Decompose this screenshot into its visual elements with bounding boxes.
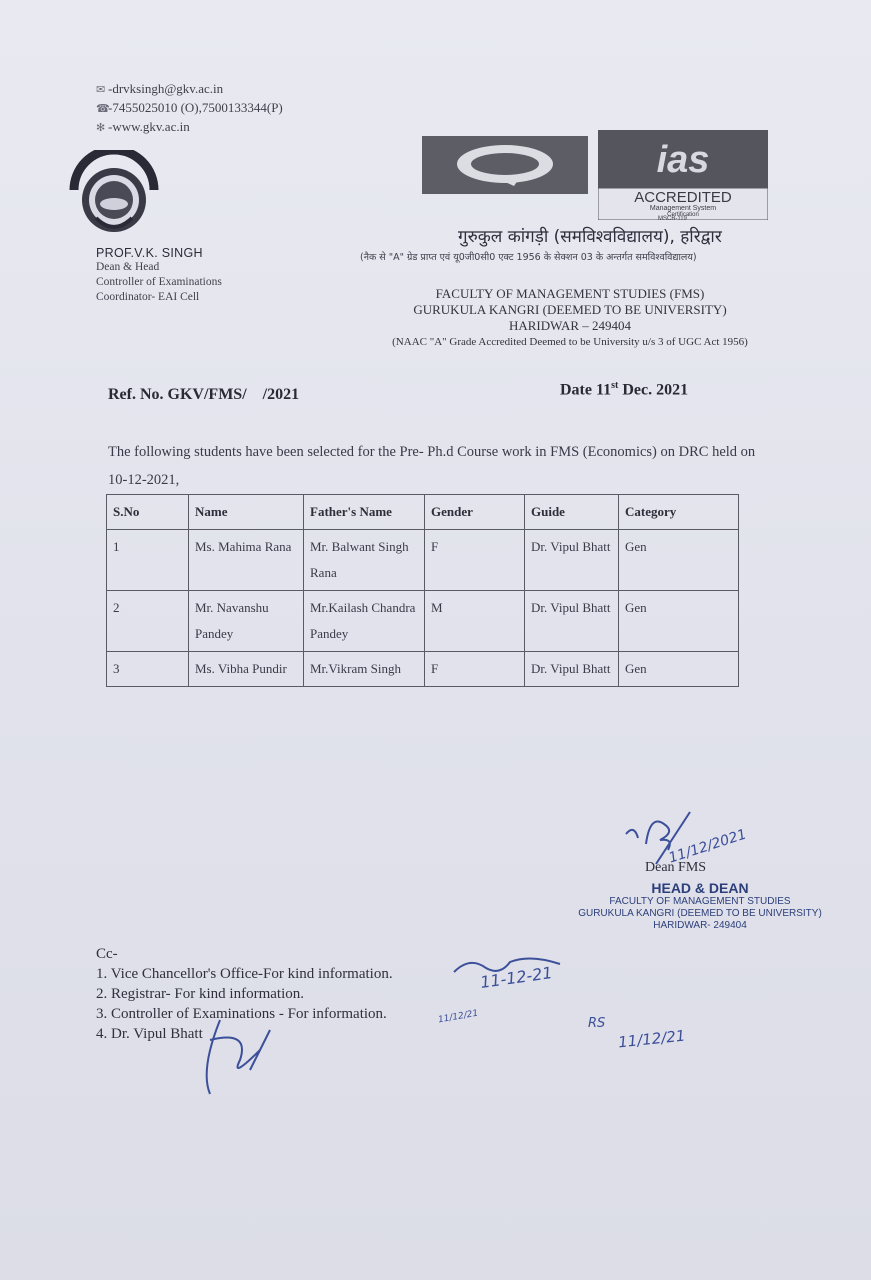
cell-father-name: Mr.Vikram Singh — [304, 652, 425, 687]
signature-date: 11/12/2021 — [666, 826, 749, 867]
contact-phone: -7455025010 (O),7500133344(P) — [108, 100, 283, 115]
date-sup: st — [611, 380, 619, 391]
cc-item: 1. Vice Chancellor's Office-For kind information. — [96, 966, 393, 982]
dean-signature — [616, 804, 766, 868]
sender-name: PROF.V.K. SINGH — [96, 246, 203, 260]
cc-item: 4. Dr. Vipul Bhatt — [96, 1026, 203, 1042]
sender-line2: Controller of Examinations — [96, 276, 222, 288]
cell-guide: Dr. Vipul Bhatt — [525, 652, 619, 687]
cell-gender: M — [425, 591, 525, 652]
table-row — [107, 530, 739, 591]
faculty-line1: FACULTY OF MANAGEMENT STUDIES (FMS) — [435, 286, 705, 301]
university-name-hindi: गुरुकुल कांगड़ी (समविश्वविद्यालय), हरिद्वार — [458, 227, 722, 247]
intro-paragraph: The following students have been selected for the Pre- Ph.d Course work in FMS (Economics) on DRC held on 10-12-2021, — [108, 444, 756, 488]
handwritten-date-3: 11/12/21 — [617, 1026, 687, 1052]
stamp-line3: GURUKULA KANGRI (DEEMED TO BE UNIVERSITY) — [578, 908, 822, 919]
web-icon: ✻ — [96, 122, 106, 134]
header-name: Name — [189, 495, 304, 530]
cell-name: Ms. Mahima Rana — [189, 530, 304, 591]
header-father-name: Father's Name — [304, 495, 425, 530]
cell-father-name: Mr. Balwant Singh Rana — [304, 530, 425, 591]
cell-gender: F — [425, 652, 525, 687]
quality-logo — [422, 136, 588, 194]
stamp-line4: HARIDWAR- 249404 — [653, 920, 747, 931]
faculty-header — [340, 286, 800, 350]
students-table — [106, 494, 739, 687]
reference-number: Ref. No. GKV/FMS/ /2021 — [108, 386, 300, 403]
handwritten-date-1: 11-12-21 — [479, 963, 554, 992]
sender-line3: Coordinator- EAI Cell — [96, 291, 200, 303]
contact-email[interactable]: -drvksingh@gkv.ac.in — [108, 81, 224, 96]
header-sno: S.No — [107, 495, 189, 530]
cell-category: Gen — [619, 591, 739, 652]
ias-sub2: Certification — [667, 212, 699, 218]
cell-sno: 2 — [107, 591, 189, 652]
sender-line1: Dean & Head — [96, 261, 160, 273]
faculty-line3: HARIDWAR – 249404 — [508, 318, 632, 333]
email-icon: ✉ — [96, 84, 106, 96]
university-subtitle-hindi: (नैक से "A" ग्रेड प्राप्त एवं यू0जी0सी0 एक्ट 1956 के सेक्शन 03 के अन्तर्गत समविश्वविद्यालय) — [360, 252, 697, 263]
dean-title: Dean FMS — [645, 860, 707, 875]
cell-father-name: Mr.Kailash Chandra Pandey — [304, 591, 425, 652]
letter-date — [560, 380, 688, 399]
ias-code: MSCB-119 — [658, 216, 687, 222]
faculty-line2: GURUKULA KANGRI (DEEMED TO BE UNIVERSITY) — [413, 302, 727, 317]
cell-category: Gen — [619, 652, 739, 687]
official-stamp — [560, 880, 840, 932]
ias-accredited-logo — [598, 130, 768, 220]
ias-word: ACCREDITED — [634, 189, 732, 206]
cell-name: Ms. Vibha Pundir — [189, 652, 304, 687]
table-row — [107, 591, 739, 652]
phone-icon: ☎ — [96, 103, 110, 115]
handwritten-signature-2 — [190, 1010, 280, 1100]
stamp-line1: HEAD & DEAN — [651, 880, 749, 896]
faculty-line4: (NAAC "A" Grade Accredited Deemed to be University u/s 3 of UGC Act 1956) — [392, 336, 748, 348]
cc-item: 2. Registrar- For kind information. — [96, 986, 305, 1002]
cell-name: Mr. Navanshu Pandey — [189, 591, 304, 652]
contact-web[interactable]: -www.gkv.ac.in — [108, 119, 190, 134]
header-gender: Gender — [425, 495, 525, 530]
svg-text:ias: ias — [656, 139, 710, 181]
cc-item: 3. Controller of Examinations - For information. — [96, 1006, 387, 1022]
cell-guide: Dr. Vipul Bhatt — [525, 591, 619, 652]
header-category: Category — [619, 495, 739, 530]
cell-sno: 3 — [107, 652, 189, 687]
table-row — [107, 652, 739, 687]
sender-block — [96, 246, 222, 305]
date-prefix: Date 11 — [560, 381, 612, 399]
cell-sno: 1 — [107, 530, 189, 591]
contact-block — [96, 80, 283, 137]
cell-category: Gen — [619, 530, 739, 591]
date-suffix: Dec. 2021 — [618, 381, 689, 399]
cc-label: Cc- — [96, 946, 118, 962]
ias-sub1: Management System — [649, 205, 717, 212]
header-guide: Guide — [525, 495, 619, 530]
stamp-line2: FACULTY OF MANAGEMENT STUDIES — [609, 896, 791, 907]
cell-guide: Dr. Vipul Bhatt — [525, 530, 619, 591]
cell-gender: F — [425, 530, 525, 591]
handwritten-initials: RS — [588, 1016, 606, 1031]
university-seal-logo — [66, 150, 162, 246]
handwritten-date-2: 11/12/21 — [437, 1008, 479, 1026]
table-header-row — [107, 495, 739, 530]
